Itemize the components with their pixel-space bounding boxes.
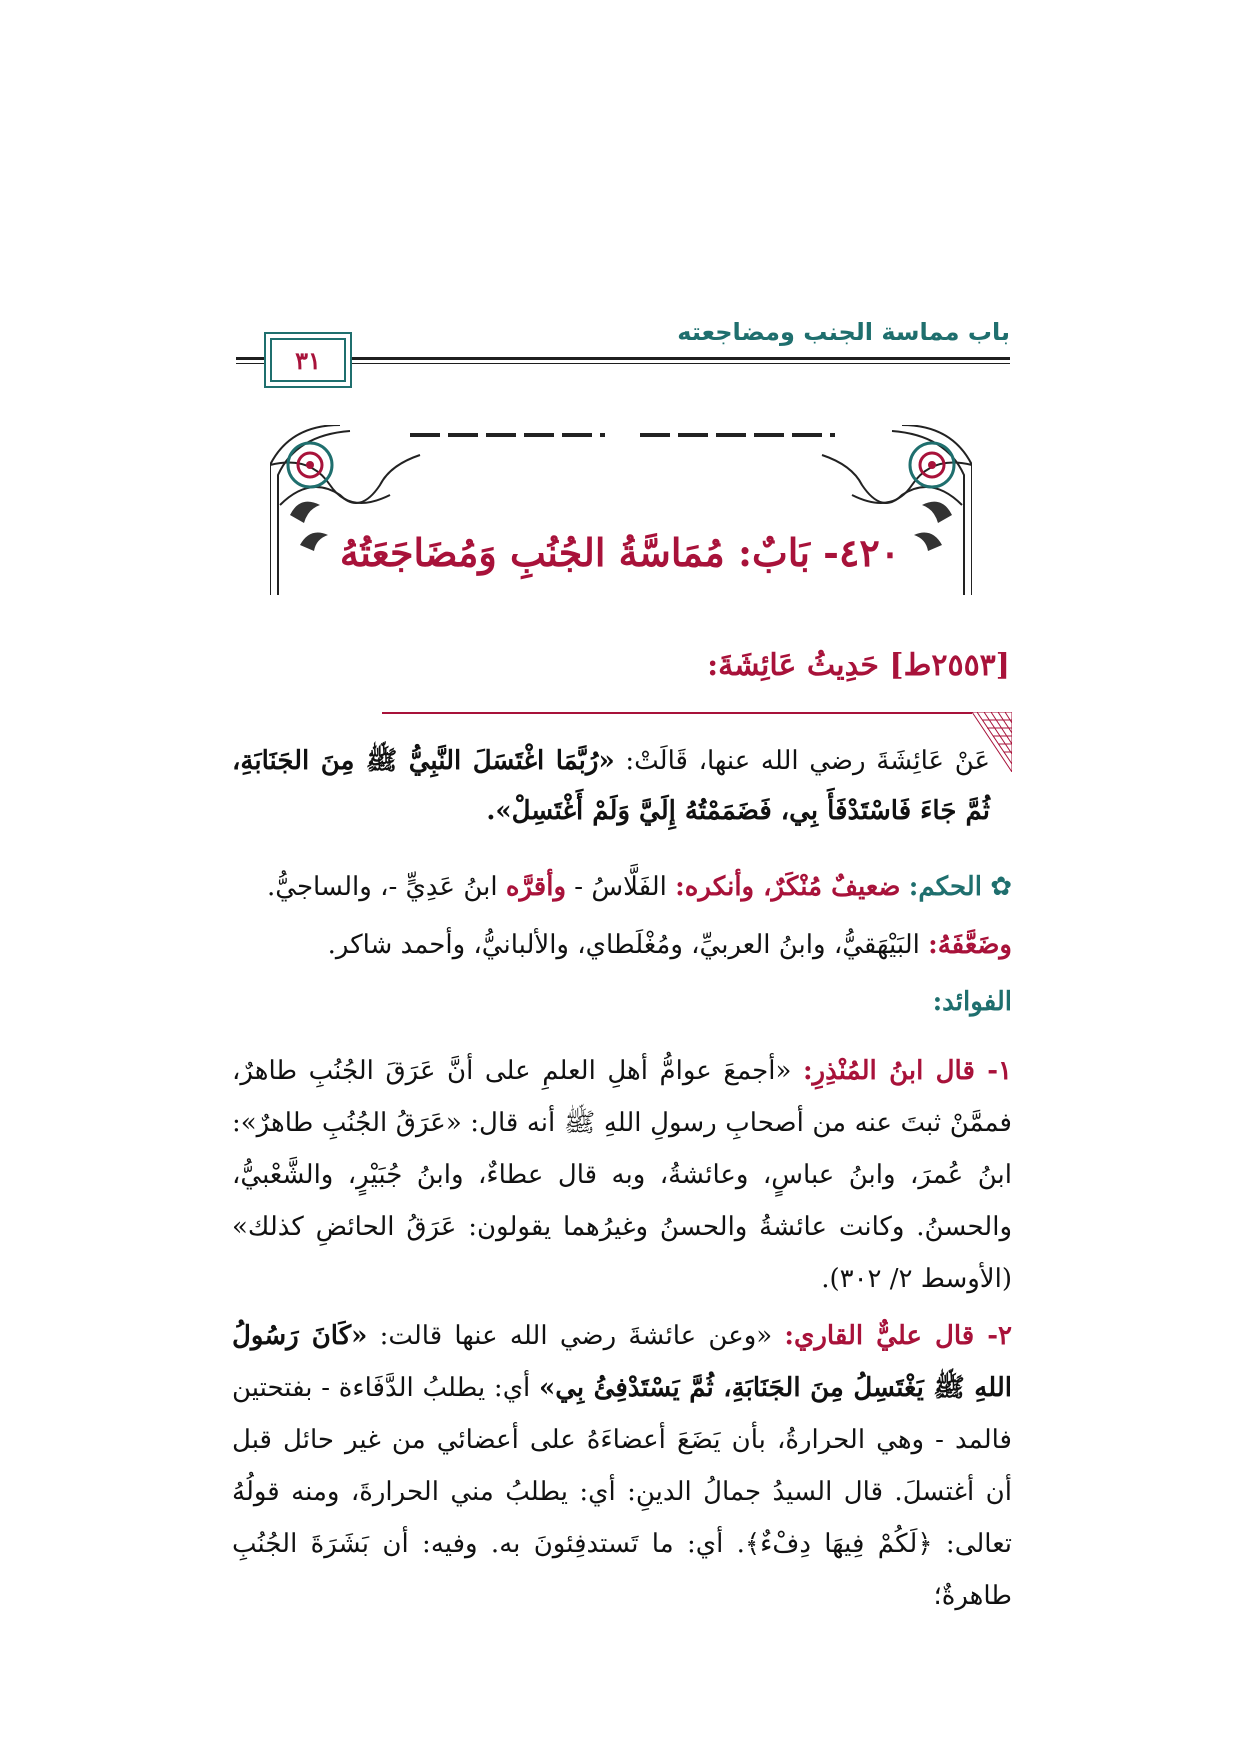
ruling-rest-1: الفَلَّاسُ - <box>566 872 676 902</box>
running-header <box>236 318 1010 375</box>
rosette-right-icon <box>910 443 954 487</box>
ruling-icon: ✿ <box>990 872 1012 902</box>
benefits-heading: الفوائد: <box>932 987 1012 1017</box>
chapter-title: ٤٢٠- بَابٌ: مُمَاسَّةُ الجُنُبِ وَمُضَاجَعَتُهُ <box>339 530 901 575</box>
hadith-heading-text: حَدِيثُ عَائِشَةَ: <box>707 648 879 683</box>
benefit-2-paragraph <box>232 1310 1012 1622</box>
benefit-1-paragraph <box>232 1045 1012 1305</box>
benefit-2-quote: «كَانَ رَسُولُ اللهِ ﷺ يَغْتَسِلُ مِنَ الجَنَابَةِ، ثُمَّ يَسْتَدْفِئُ بِي» <box>232 1321 1012 1403</box>
header-rule <box>236 357 1010 360</box>
ruling-verdict: ضعيفٌ مُنْكَرٌ، وأنكره: <box>675 872 901 902</box>
benefit-2-text-2: أي: يطلبُ الدَّفَاءة - بفتحتين فالمد - وهي الحرارةُ، بأن يَضَعَ أعضاءَهُ على أعضائي من غير حائل قبل أن أغتسلَ. قال السيدُ جمالُ الدينِ: أي: يطلبُ مني الحرارةَ، ومنه قولُهُ تعالى: ﴿لَكُمْ فِيهَا دِفْءٌ﴾. أي: ما تَستدفِئونَ به. وفيه: أن بَشَرَةَ الجُنُبِ طاهرةٌ؛ <box>232 1373 1012 1611</box>
ruling-accepted: وأقرَّه <box>505 872 567 902</box>
hadith-matn: «رُبَّمَا اغْتَسَلَ النَّبِيُّ ﷺ مِنَ الجَنَابَةِ، ثُمَّ جَاءَ فَاسْتَدْفَأَ بِي، فَضَمَمْتُهُ إِلَيَّ وَلَمْ أَغْتَسِلْ». <box>232 746 990 826</box>
benefit-1-label: ١- قال ابنُ المُنْذِرِ: <box>802 1056 1012 1086</box>
ruling-rest-2: ابنُ عَدِيٍّ -، والساجيُّ. <box>267 872 506 902</box>
benefit-2-label: ٢- قال عليٌّ القاري: <box>784 1321 1012 1351</box>
hadith-heading <box>707 648 1010 683</box>
hadith-rule <box>382 712 972 714</box>
running-header-title: باب مماسة الجنب ومضاجعته <box>677 318 1010 346</box>
hadith-reference: [٢٥٥٣ط] <box>889 648 1010 683</box>
header-rule-thin <box>236 363 1010 364</box>
weakened-paragraph <box>232 920 1012 970</box>
hadith-intro: عَنْ عَائِشَةَ رضي الله عنها، قَالَتْ: <box>614 746 991 776</box>
hadith-block <box>232 712 1012 848</box>
weakened-label: وضَعَّفَهُ: <box>928 930 1012 960</box>
benefit-1-text: «أجمعَ عوامُّ أهلِ العلمِ على أنَّ عَرَقَ الجُنُبِ طاهرٌ، فممَّنْ ثبتَ عنه من أصحابِ رسولِ اللهِ ﷺ أنه قال: «عَرَقُ الجُنُبِ طاهرٌ»: ابنُ عُمرَ، وابنُ عباسٍ، وعائشةُ، وبه قال عطاءٌ، وابنُ جُبَيْرٍ، والشَّعْبيُّ، والحسنُ. وكانت عائشةُ والحسنُ وغيرُهما يقولون: عَرَقُ الحائضِ كذلك» (الأوسط ٢/ ٣٠٢). <box>232 1056 1012 1294</box>
benefit-2-text-1: «وعن عائشةَ رضي الله عنها قالت: <box>367 1321 785 1351</box>
page-number: ٣١ <box>264 332 352 388</box>
weakened-rest: البَيْهَقيُّ، وابنُ العربيِّ، ومُغْلَطاي، والألبانيُّ، وأحمد شاكر. <box>327 930 929 960</box>
hadith-text <box>232 736 990 836</box>
ruling-label: الحكم: <box>908 872 982 902</box>
ruling-paragraph <box>232 862 1012 912</box>
rosette-left-icon <box>288 443 332 487</box>
